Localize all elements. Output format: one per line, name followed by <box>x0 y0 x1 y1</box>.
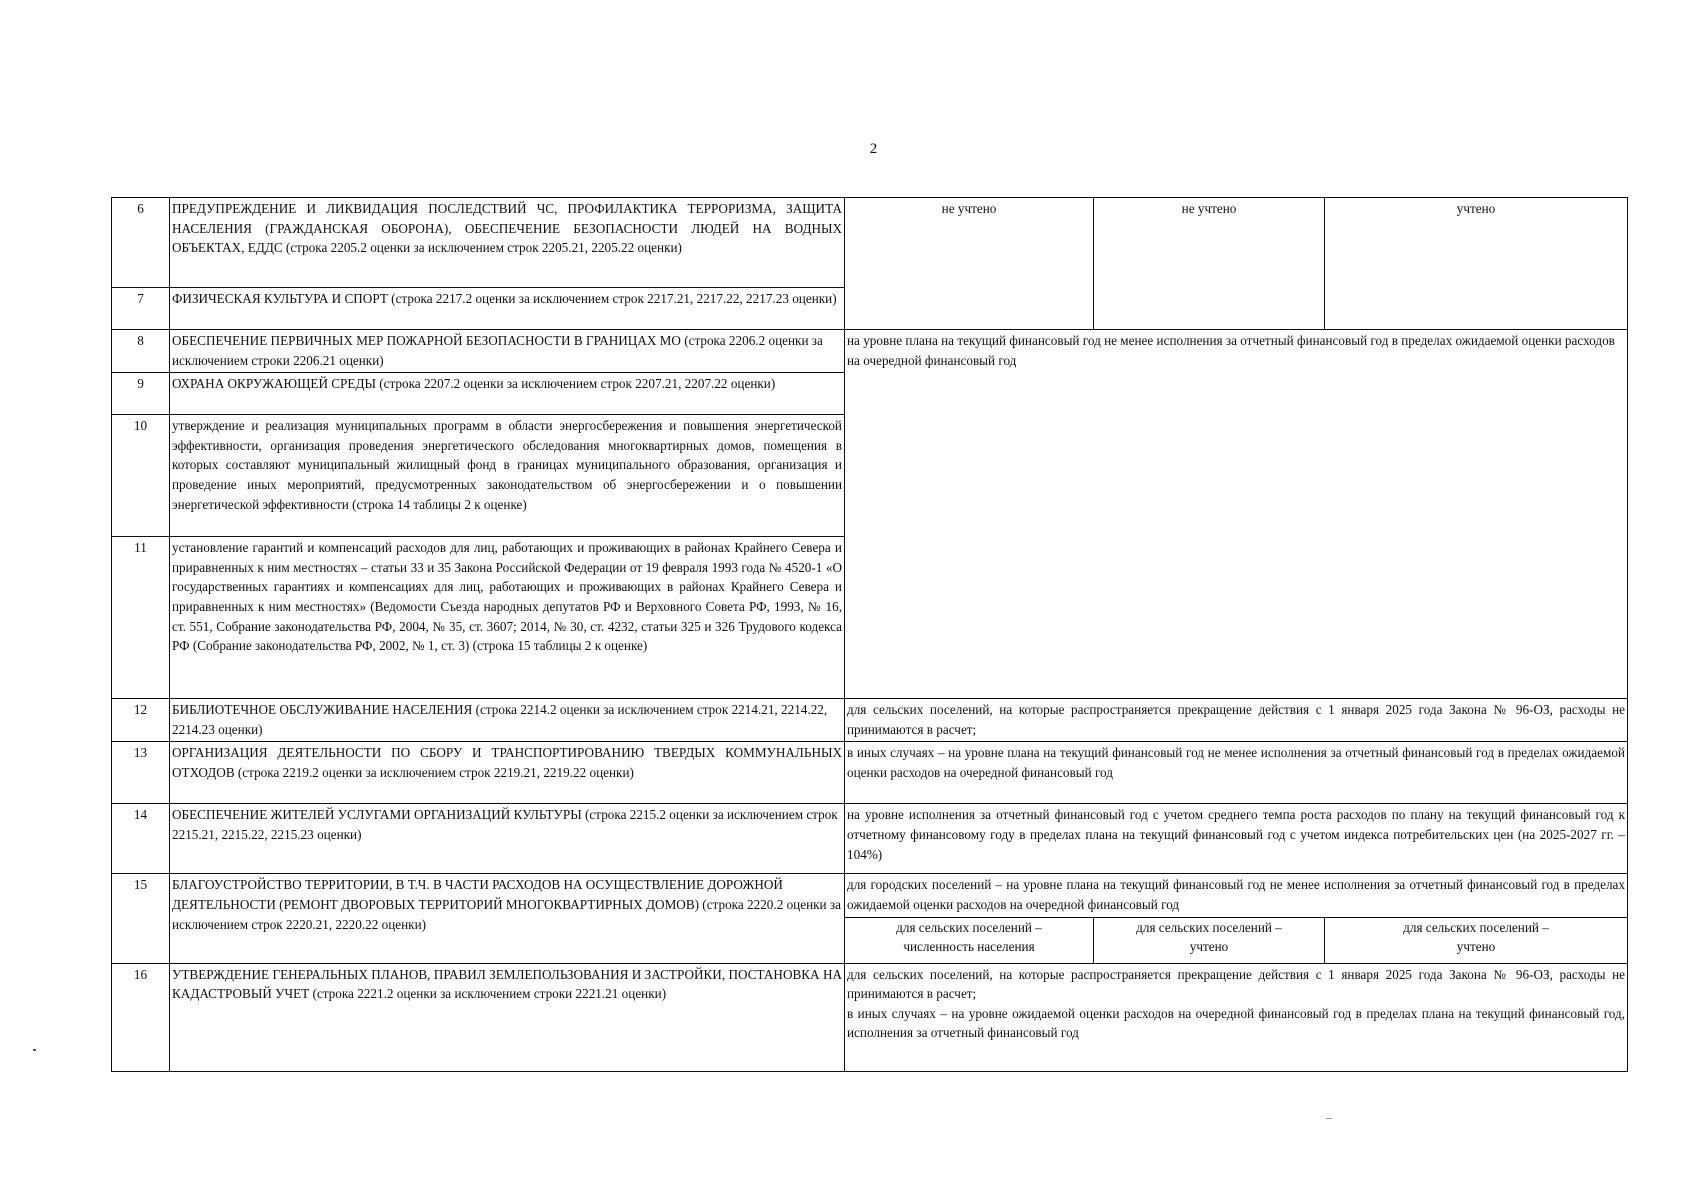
table-row <box>112 874 1628 917</box>
table-row <box>112 804 1628 874</box>
expense-item: ПРЕДУПРЕЖДЕНИЕ И ЛИКВИДАЦИЯ ПОСЛЕДСТВИЙ ЧС, ПРОФИЛАКТИКА ТЕРРОРИЗМА, ЗАЩИТА НАСЕЛЕНИЯ (ГРАЖДАНСКАЯ ОБОРОНА), ОБЕСПЕЧЕНИЕ БЕЗОПАСНОСТИ ЛЮДЕЙ НА ВОДНЫХ ОБЪЕКТАХ, ЕДДС (строка 2205.2 оценки за исключением строк 2205.21, 2205.22 оценки) <box>170 198 845 288</box>
table-row <box>112 742 1628 804</box>
rule-text: на уровне плана на текущий финансовый год не менее исполнения за отчетный финансовый год в пределах ожидаемой оценки расходов на очередной финансовый год <box>845 330 1628 699</box>
expense-item: ОБЕСПЕЧЕНИЕ ЖИТЕЛЕЙ УСЛУГАМИ ОРГАНИЗАЦИЙ КУЛЬТУРЫ (строка 2215.2 оценки за исключением строк 2215.21, 2215.22, 2215.23 оценки) <box>170 804 845 874</box>
row-number: 6 <box>112 198 170 288</box>
table-row <box>112 963 1628 1071</box>
subcell-line: для сельских поселений – <box>1403 919 1549 935</box>
expense-item: БИБЛИОТЕЧНОЕ ОБСЛУЖИВАНИЕ НАСЕЛЕНИЯ (строка 2214.2 оценки за исключением строк 2214.21, 2214.22, 2214.23 оценки) <box>170 699 845 742</box>
table-row <box>112 330 1628 373</box>
row-number: 7 <box>112 288 170 330</box>
subcell-line: численность населения <box>903 939 1035 955</box>
table-row <box>112 699 1628 742</box>
expense-item: ОБЕСПЕЧЕНИЕ ПЕРВИЧНЫХ МЕР ПОЖАРНОЙ БЕЗОПАСНОСТИ В ГРАНИЦАХ МО (строка 2206.2 оценки за исключением строки 2206.21 оценки) <box>170 330 845 373</box>
row-number: 16 <box>112 963 170 1071</box>
rule-cell-2: не учтено <box>1094 198 1325 330</box>
row-number: 10 <box>112 415 170 537</box>
subcell-line: для сельских поселений – <box>896 919 1042 935</box>
subcell-line: для сельских поселений – <box>1136 919 1282 935</box>
expense-item: ФИЗИЧЕСКАЯ КУЛЬТУРА И СПОРТ (строка 2217.2 оценки за исключением строк 2217.21, 2217.22, 2217.23 оценки) <box>170 288 845 330</box>
expense-item: БЛАГОУСТРОЙСТВО ТЕРРИТОРИИ, В Т.Ч. В ЧАСТИ РАСХОДОВ НА ОСУЩЕСТВЛЕНИЕ ДОРОЖНОЙ ДЕЯТЕЛЬНОСТИ (РЕМОНТ ДВОРОВЫХ ТЕРРИТОРИЙ МНОГОКВАРТИРНЫХ ДОМОВ) (строка 2220.2 оценки за исключением строк 2220.21, 2220.22 оценки) <box>170 874 845 963</box>
rule-subcell-1 <box>845 917 1094 963</box>
expense-rules-table <box>111 197 1628 1072</box>
expense-item: ОХРАНА ОКРУЖАЮЩЕЙ СРЕДЫ (строка 2207.2 оценки за исключением строк 2207.21, 2207.22 оценки) <box>170 373 845 415</box>
rule-line: в иных случаях – на уровне ожидаемой оценки расходов на очередной финансовый год в пределах плана на текущий финансовый год, исполнения за отчетный финансовый год <box>847 1005 1625 1041</box>
rule-text: для городских поселений – на уровне плана на текущий финансовый год не менее исполнения за отчетный финансовый год в пределах ожидаемой оценки расходов на очередной финансовый год <box>845 874 1628 917</box>
row-number: 9 <box>112 373 170 415</box>
rule-cell-1: не учтено <box>845 198 1094 330</box>
subcell-line: учтено <box>1456 939 1496 955</box>
rule-line: для сельских поселений, на которые распространяется прекращение действия с 1 января 2025 года Закона № 96-ОЗ, расходы не принимаются в расчет; <box>847 966 1625 1002</box>
page-number: 2 <box>869 141 878 157</box>
expense-item: установление гарантий и компенсаций расходов для лиц, работающих и проживающих в районах Крайнего Севера и приравненных к ним местностях – статьи 33 и 35 Закона Российской Федерации от 19 февраля 1993 года № 4520-1 «О государственных гарантиях и компенсациях для лиц, работающих и проживающих в районах Крайнего Севера и приравненных к ним местностях» (Ведомости Съезда народных депутатов РФ и Верховного Совета РФ, 1993, № 16, ст. 551, Собрание законодательства РФ, 2004, № 35, ст. 3607; 2014, № 30, ст. 4232, статьи 325 и 326 Трудового кодекса РФ (Собрание законодательства РФ, 2002, № 1, ст. 3) (строка 15 таблицы 2 к оценке) <box>170 537 845 699</box>
rule-text <box>845 963 1628 1071</box>
rule-text: в иных случаях – на уровне плана на текущий финансовый год не менее исполнения за отчетный финансовый год в пределах ожидаемой оценки расходов на очередной финансовый год <box>845 742 1628 804</box>
row-number: 15 <box>112 874 170 963</box>
row-number: 12 <box>112 699 170 742</box>
rule-subcell-2 <box>1094 917 1325 963</box>
row-number: 11 <box>112 537 170 699</box>
expense-item: ОРГАНИЗАЦИЯ ДЕЯТЕЛЬНОСТИ ПО СБОРУ И ТРАНСПОРТИРОВАНИЮ ТВЕРДЫХ КОММУНАЛЬНЫХ ОТХОДОВ (строка 2219.2 оценки за исключением строк 2219.21, 2219.22 оценки) <box>170 742 845 804</box>
subcell-line: учтено <box>1189 939 1229 955</box>
scan-speck <box>1326 1118 1332 1119</box>
row-number: 8 <box>112 330 170 373</box>
rule-subcell-3 <box>1325 917 1628 963</box>
table-row <box>112 198 1628 288</box>
rule-cell-3: учтено <box>1325 198 1628 330</box>
scan-speck <box>33 1049 36 1051</box>
row-number: 13 <box>112 742 170 804</box>
rule-text: на уровне исполнения за отчетный финансовый год с учетом среднего темпа роста расходов по плану на текущий финансовый год к отчетному финансовому году в пределах плана на текущий финансовый год с учетом индекса потребительских цен (на 2025-2027 гг. – 104%) <box>845 804 1628 874</box>
rule-text: для сельских поселений, на которые распространяется прекращение действия с 1 января 2025 года Закона № 96-ОЗ, расходы не принимаются в расчет; <box>845 699 1628 742</box>
expense-item: УТВЕРЖДЕНИЕ ГЕНЕРАЛЬНЫХ ПЛАНОВ, ПРАВИЛ ЗЕМЛЕПОЛЬЗОВАНИЯ И ЗАСТРОЙКИ, ПОСТАНОВКА НА КАДАСТРОВЫЙ УЧЕТ (строка 2221.2 оценки за исключением строки 2221.21 оценки) <box>170 963 845 1071</box>
row-number: 14 <box>112 804 170 874</box>
expense-item: утверждение и реализация муниципальных программ в области энергосбережения и повышения энергетической эффективности, организация проведения энергетического обследования многоквартирных домов, помещения в которых составляют муниципальный жилищный фонд в границах муниципального образования, организация и проведение иных мероприятий, предусмотренных законодательством об энергосбережении и о повышении энергетической эффективности (строка 14 таблицы 2 к оценке) <box>170 415 845 537</box>
